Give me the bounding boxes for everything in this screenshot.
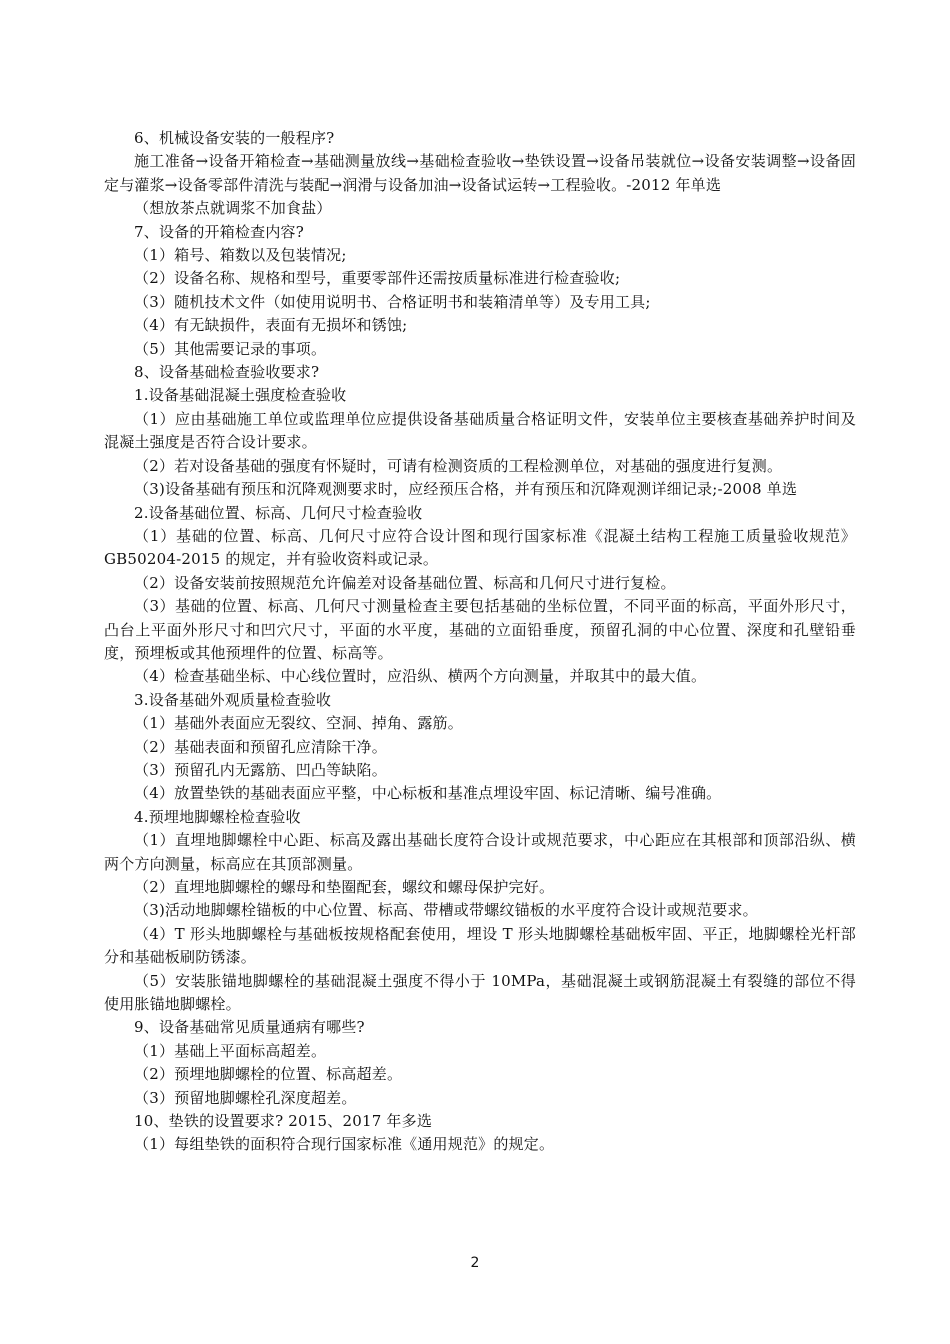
page-number: 2	[470, 1255, 480, 1271]
section-heading: 2.设备基础位置、标高、几何尺寸检查验收	[134, 503, 423, 522]
list-item: （2）设备安装前按照规范允许偏差对设备基础位置、标高和几何尺寸进行复检。	[134, 573, 676, 592]
question-heading: 7、设备的开箱检查内容?	[134, 222, 304, 241]
section-heading: 1.设备基础混凝土强度检查验收	[134, 386, 347, 405]
list-item: （2）设备名称、规格和型号，重要零部件还需按质量标准进行检查验收;	[134, 269, 621, 288]
list-item: （1）基础的位置、标高、几何尺寸应符合设计图和现行国家标准《混凝土结构工程施工质量验收规范》GB50204-2015 的规定，并有验收资料或记录。	[104, 526, 856, 569]
list-item: （2）若对设备基础的强度有怀疑时，可请有检测资质的工程检测单位，对基础的强度进行复测。	[134, 456, 783, 475]
list-item: （2）直埋地脚螺栓的螺母和垫圈配套，螺纹和螺母保护完好。	[134, 878, 555, 896]
mnemonic-note: （想放茶点就调浆不加食盐）	[134, 199, 332, 218]
list-item: （3)设备基础有预压和沉降观测要求时，应经预压合格，并有预压和沉降观测详细记录;-2008 单选	[134, 480, 798, 499]
list-item: （1）基础外表面应无裂纹、空洞、掉角、露筋。	[134, 714, 463, 733]
list-item: （3）预留地脚螺栓孔深度超差。	[134, 1088, 357, 1107]
list-item: （4）检查基础坐标、中心线位置时，应沿纵、横两个方向测量，并取其中的最大值。	[134, 667, 707, 686]
question-heading: 6、机械设备安装的一般程序?	[134, 129, 335, 147]
question-heading: 8、设备基础检查验收要求?	[134, 363, 320, 382]
list-item: （1）直埋地脚螺栓中心距、标高及露出基础长度符合设计或规范要求，中心距应在其根部和顶部沿纵、横两个方向测量，标高应在其顶部测量。	[104, 831, 856, 873]
paragraph: 施工准备→设备开箱检查→基础测量放线→基础检查验收→垫铁设置→设备吊装就位→设备安装调整→设备固定与灌浆→设备零部件清洗与装配→润滑与设备加油→设备试运转→工程验收。-2012 年单选	[104, 152, 856, 194]
list-item: （5）安装胀锚地脚螺栓的基础混凝土强度不得小于 10MPa，基础混凝土或钢筋混凝土有裂缝的部位不得使用胀锚地脚螺栓。	[104, 971, 856, 1014]
list-item: （2）预埋地脚螺栓的位置、标高超差。	[134, 1065, 403, 1084]
list-item: （5）其他需要记录的事项。	[134, 339, 327, 358]
list-item: （1）每组垫铁的面积符合现行国家标准《通用规范》的规定。	[134, 1135, 555, 1154]
list-item: （4）放置垫铁的基础表面应平整，中心标板和基准点埋设牢固、标记清晰、编号准确。	[134, 784, 722, 803]
list-item: （2）基础表面和预留孔应清除干净。	[134, 737, 387, 756]
section-heading: 3.设备基础外观质量检查验收	[134, 690, 332, 709]
list-item: （3）基础的位置、标高、几何尺寸测量检查主要包括基础的坐标位置，不同平面的标高，平面外形尺寸，凸台上平面外形尺寸和凹穴尺寸，平面的水平度，基础的立面铅垂度，预留孔洞的中心位置、深度和孔壁铅垂度，预埋板或其他预埋件的位置、标高等。	[104, 597, 856, 662]
list-item: （3)活动地脚螺栓锚板的中心位置、标高、带槽或带螺纹锚板的水平度符合设计或规范要求。	[134, 901, 758, 920]
question-heading: 9、设备基础常见质量通病有哪些?	[134, 1018, 365, 1037]
section-heading: 4.预埋地脚螺栓检查验收	[134, 807, 301, 826]
list-item: （4）T 形头地脚螺栓与基础板按规格配套使用，埋设 T 形头地脚螺栓基础板牢固、平正，地脚螺栓光杆部分和基础板刷防锈漆。	[104, 924, 856, 967]
list-item: （3）预留孔内无露筋、凹凸等缺陷。	[134, 760, 387, 779]
list-item: （3）随机技术文件（如使用说明书、合格证明书和装箱清单等）及专用工具;	[134, 292, 651, 311]
list-item: （4）有无缺损件，表面有无损坏和锈蚀;	[134, 316, 408, 335]
page-content	[104, 127, 856, 1157]
list-item: （1）应由基础施工单位或监理单位应提供设备基础质量合格证明文件，安装单位主要核查基础养护时间及混凝土强度是否符合设计要求。	[104, 409, 856, 452]
list-item: （1）箱号、箱数以及包装情况;	[134, 246, 347, 265]
question-heading: 10、垫铁的设置要求? 2015、2017 年多选	[134, 1112, 433, 1131]
list-item: （1）基础上平面标高超差。	[134, 1041, 327, 1060]
